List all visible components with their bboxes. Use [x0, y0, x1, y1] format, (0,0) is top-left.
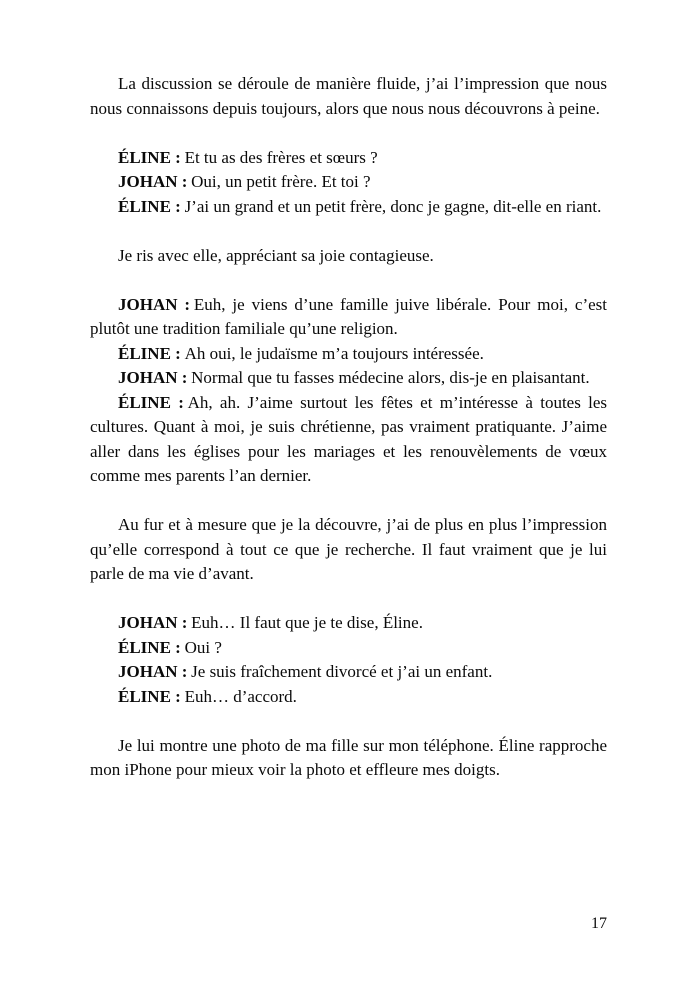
dialogue-text: Oui ? [184, 637, 222, 657]
dialogue-text: Normal que tu fasses médecine alors, dis-je en plaisantant. [191, 368, 590, 387]
narrative-text: Je lui montre une photo de ma fille sur mon téléphone. Éline rapproche mon iPhone pour mieux voir la photo et effleure mes doigts. [90, 735, 607, 779]
narrative-paragraph [90, 513, 607, 587]
dialogue-text: Euh, je viens d’une famille juive libérale. Pour moi, c’est plutôt une tradition familiale qu’une religion. [90, 294, 608, 338]
speaker-name: JOHAN : [118, 613, 188, 632]
speaker-name: ÉLINE : [118, 147, 181, 167]
dialogue-text: Oui, un petit frère. Et toi ? [191, 172, 371, 191]
dialogue-text: Euh… Il faut que je te dise, Éline. [191, 613, 423, 632]
dialogue-line [90, 195, 607, 220]
narrative-paragraph [90, 72, 607, 121]
speaker-name: JOHAN : [118, 172, 188, 191]
dialogue-line [90, 342, 607, 367]
speaker-name: ÉLINE : [118, 392, 184, 412]
speaker-name: ÉLINE : [118, 637, 181, 657]
dialogue-text: Euh… d’accord. [184, 686, 297, 706]
narrative-text: Au fur et à mesure que je la découvre, j’ai de plus en plus l’impression qu’elle correspond à tout ce que je recherche. Il faut vraiment que je lui parle de ma vie d’avant. [90, 515, 607, 583]
dialogue-text: Ah oui, le judaïsme m’a toujours intéressée. [184, 343, 484, 363]
speaker-name: ÉLINE : [118, 343, 181, 363]
page-number: 17 [591, 915, 607, 932]
dialogue-line [90, 366, 607, 391]
dialogue-text: J’ai un grand et un petit frère, donc je gagne, dit-elle en riant. [184, 196, 602, 216]
dialogue-line [90, 636, 607, 661]
dialogue-text: Et tu as des frères et sœurs ? [184, 147, 378, 167]
dialogue-line [90, 391, 607, 489]
dialogue-text: Ah, ah. J’aime surtout les fêtes et m’intéresse à toutes les cultures. Quant à moi, je suis chrétienne, pas vraiment pratiquante. J’aime aller dans les églises pour les mariages et les renouvèlements de vœux comme mes parents l’an dernier. [90, 392, 608, 485]
dialogue-line [90, 660, 607, 685]
speaker-name: ÉLINE : [118, 196, 181, 216]
speaker-name: JOHAN : [118, 294, 191, 314]
speaker-name: JOHAN : [118, 368, 188, 387]
dialogue-line [90, 611, 607, 636]
speaker-name: JOHAN : [118, 662, 188, 681]
dialogue-line [90, 293, 607, 342]
narrative-text: Je ris avec elle, appréciant sa joie contagieuse. [118, 245, 434, 265]
narrative-paragraph [90, 244, 607, 269]
dialogue-line [90, 146, 607, 171]
dialogue-text: Je suis fraîchement divorcé et j’ai un enfant. [191, 662, 493, 681]
dialogue-line [90, 170, 607, 195]
narrative-paragraph [90, 734, 607, 783]
dialogue-line [90, 685, 607, 710]
narrative-text: La discussion se déroule de manière fluide, j’ai l’impression que nous nous connaissons depuis toujours, alors que nous nous découvrons à peine. [90, 74, 607, 118]
text-block [90, 72, 607, 783]
speaker-name: ÉLINE : [118, 686, 181, 706]
